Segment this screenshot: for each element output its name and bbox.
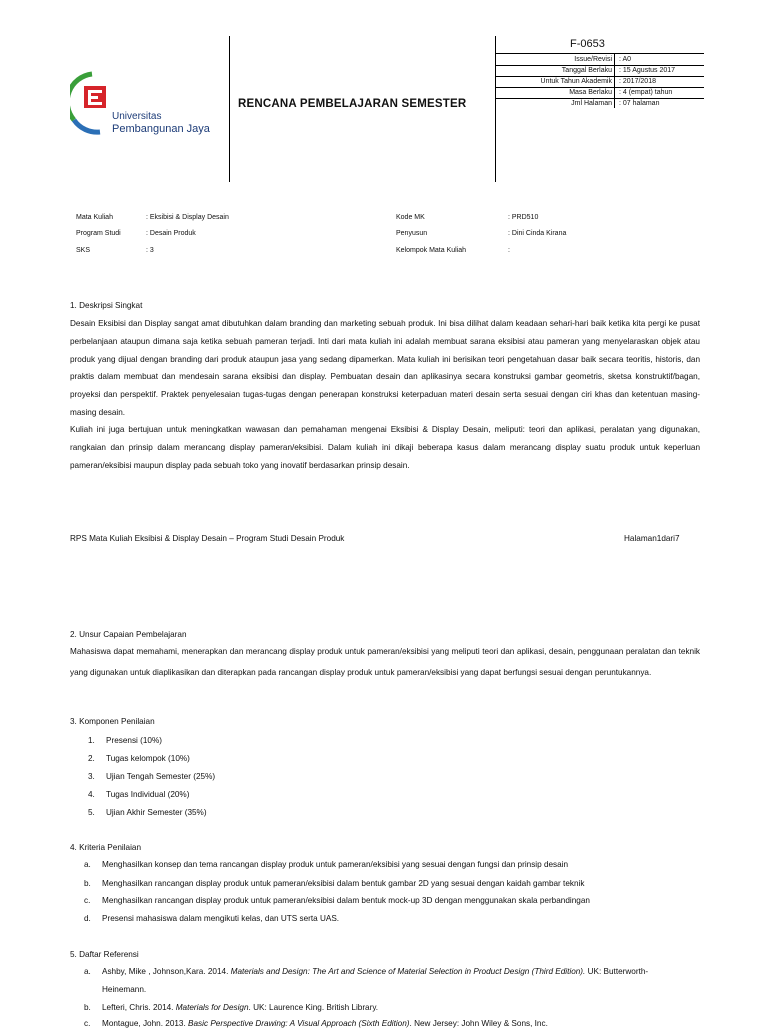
form-code: F-0653 <box>570 38 605 50</box>
reference-title: Basic Perspective Drawing: A Visual Approach (Sixth Edition) <box>188 1019 410 1028</box>
meta-key: Untuk Tahun Akademik <box>540 78 612 85</box>
course-info-left-value-1: : Eksibisi & Display Desain <box>146 214 229 221</box>
reference-letter: c. <box>84 1019 91 1028</box>
list-item-number: 3. <box>88 772 95 781</box>
meta-value: : 2017/2018 <box>619 78 656 85</box>
list-item-letter: a. <box>84 860 91 869</box>
logo-mark-icon <box>70 70 114 136</box>
document-title: RENCANA PEMBELAJARAN SEMESTER <box>238 98 467 110</box>
list-item-text: Presensi (10%) <box>106 736 162 745</box>
list-item-text: Presensi mahasiswa dalam mengikuti kelas, dan UTS serta UAS. <box>102 914 340 923</box>
course-info-left-key-1: Mata Kuliah <box>76 214 113 221</box>
course-info-left-value-3: : 3 <box>146 247 154 254</box>
meta-key: Issue/Revisi <box>574 56 612 63</box>
reference-authors: Ashby, Mike , Johnson,Kara. 2014. <box>102 967 231 976</box>
meta-key: Jml Halaman <box>571 100 612 107</box>
list-item-text: Tugas Individual (20%) <box>106 790 190 799</box>
reference-authors: Lefteri, Chris. 2014. <box>102 1003 176 1012</box>
list-item-text: Menghasilkan rancangan display produk untuk pameran/eksibisi dalam bentuk gambar 2D yang sesuai dengan kaidah gambar teknik <box>102 879 585 888</box>
meta-value: : A0 <box>619 56 632 63</box>
course-info-left-value-2: : Desain Produk <box>146 230 196 237</box>
reference-authors: Montague, John. 2013. <box>102 1019 189 1028</box>
list-item-letter: b. <box>84 879 91 888</box>
meta-row-page-count <box>496 98 704 109</box>
logo-text-line1: Universitas <box>112 111 162 122</box>
reference-letter: b. <box>84 1003 91 1012</box>
course-info-right-value-2: : Dini Cinda Kirana <box>508 230 567 237</box>
university-logo <box>70 70 114 136</box>
list-item-text: Menghasilkan konsep dan tema rancangan display produk untuk pameran/eksibisi yang sesuai dengan fungsi dan prinsip desain <box>102 860 569 869</box>
page-footer-title: RPS Mata Kuliah Eksibisi & Display Desain – Program Studi Desain Produk <box>70 534 345 543</box>
reference-text-line2: Heinemann. <box>102 985 147 994</box>
section-4-heading: 4. Kriteria Penilaian <box>70 843 141 852</box>
section-1-heading: 1. Deskripsi Singkat <box>70 301 143 310</box>
course-info-left-key-2: Program Studi <box>76 230 121 237</box>
section-1-paragraph-1: Desain Eksibisi dan Display sangat amat dibutuhkan dalam branding dan marketing sebuah produk. Ini bisa dilihat dalam keadaan sehari-hari baik ketika kita pergi ke pusat perbelanjaan ataupun dimana saja ketika sebuah pameran terjadi. Inti dari mata kuliah ini adalah membuat sarana eksibisi atau pameran yang menyelaraskan objek atau produk yang dijual dengan branding dari produk ataupun jasa yang sedang dipamerkan. Mata kuliah ini berisikan teori pengetahuan dasar baik secara teoritis, historis, dan praktis dalam membuat dan mendesain sarana eksibisi dan display. Pembuatan desain dan aplikasinya secara konstruksi gambar geometris, sketsa konstruktif/bagan, proyeksi dan perspektif. Praktek penyelesaian tugas-tugas dengan penerapan konstruksi keterpaduan materi desain serta sesuai dengan ciri khas dan ketentuan masing-masing desain. <box>70 319 700 417</box>
meta-value: : 07 halaman <box>619 100 660 107</box>
reference-text <box>102 967 648 976</box>
section-5-heading: 5. Daftar Referensi <box>70 950 139 959</box>
list-item-text: Menghasilkan rancangan display produk untuk pameran/eksibisi dalam bentuk mock-up 3D dengan menggunakan skala perbandingan <box>102 896 590 905</box>
list-item-text: Ujian Tengah Semester (25%) <box>106 772 216 781</box>
list-item-text: Tugas kelompok (10%) <box>106 754 190 763</box>
page-footer-page-number: Halaman1dari7 <box>624 534 680 543</box>
list-item-number: 2. <box>88 754 95 763</box>
meta-key: Tanggal Berlaku <box>561 67 612 74</box>
course-info-right-key-1: Kode MK <box>396 214 425 221</box>
meta-key: Masa Berlaku <box>569 89 612 96</box>
section-2-paragraph: Mahasiswa dapat memahami, menerapkan dan merancang display produk untuk pameran/eksibisi yang meliputi teori dan aplikasi, desain, penggunaan peralatan dan teknik yang digunakan untuk diaplikasikan dan diterapkan pada rancangan display produk untuk pameran/eksibisi yang dapat berfungsi sesuai dengan peruntukannya. <box>70 647 700 677</box>
course-info-left-key-3: SKS <box>76 247 91 254</box>
meta-value: : 15 Agustus 2017 <box>619 67 676 74</box>
section-1-paragraph-2: Kuliah ini juga bertujuan untuk meningkatkan wawasan dan pemahaman mengenai Eksibisi & Display Desain, meliputi: teori dan aplikasi, peralatan yang digunakan, rangkaian dan prinsip dalam merancang display pameran/eksibisi. Dalam kuliah ini dikaji beberapa kasus dalam merancang display suatu produk untuk keperluan pameran/eksibisi maupun display pada sebuah toko yang inovatif berdasarkan prinsip desain. <box>70 425 700 470</box>
meta-value: : 4 (empat) tahun <box>619 89 673 96</box>
course-info-right-key-2: Penyusun <box>396 230 428 237</box>
reference-publisher: . New Jersey: John Wiley & Sons, Inc. <box>409 1019 548 1028</box>
list-item-letter: d. <box>84 914 91 923</box>
list-item-text: Ujian Akhir Semester (35%) <box>106 808 207 817</box>
reference-publisher: UK: Butterworth- <box>585 967 649 976</box>
list-item-number: 5. <box>88 808 95 817</box>
course-info-right-value-3: : <box>508 247 510 254</box>
reference-text <box>102 1003 378 1012</box>
course-info-right-value-1: : PRD510 <box>508 214 539 221</box>
section-2-heading: 2. Unsur Capaian Pembelajaran <box>70 630 187 639</box>
section-3-heading: 3. Komponen Penilaian <box>70 717 155 726</box>
list-item-letter: c. <box>84 896 91 905</box>
header-divider-left <box>229 36 230 182</box>
logo-text-line2: Pembangunan Jaya <box>112 123 210 135</box>
list-item-number: 1. <box>88 736 95 745</box>
reference-letter: a. <box>84 967 91 976</box>
list-item-number: 4. <box>88 790 95 799</box>
reference-publisher: . UK: Laurence King. British Library. <box>248 1003 379 1012</box>
reference-title: Materials and Design: The Art and Science of Material Selection in Product Design (Third Edition). <box>230 967 586 976</box>
course-info-right-key-3: Kelompok Mata Kuliah <box>396 247 467 254</box>
reference-title: Materials for Design <box>175 1003 249 1012</box>
